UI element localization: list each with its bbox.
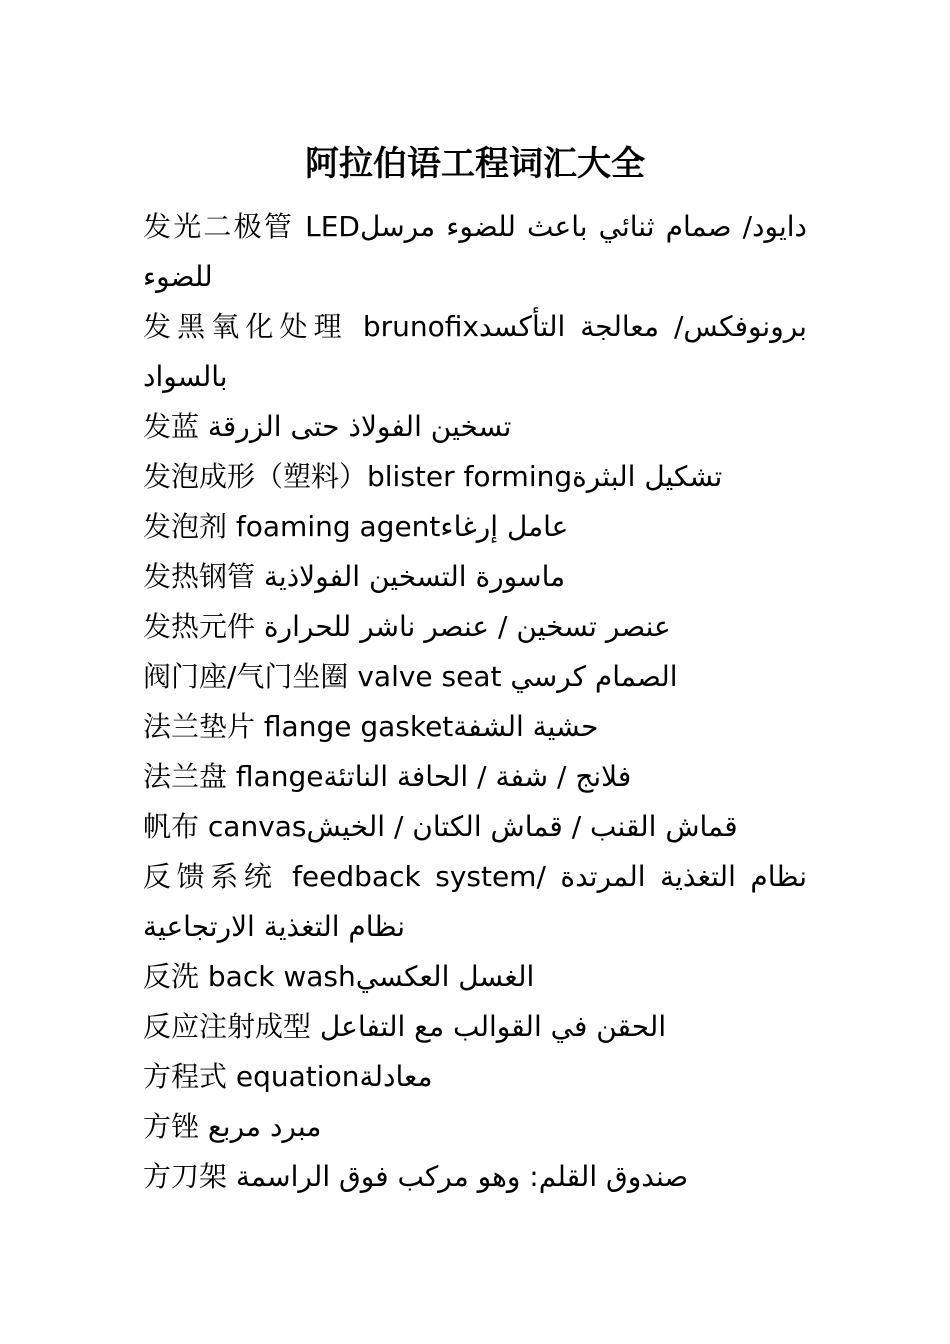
glossary-entry: 方锉 مبرد مربع: [143, 1110, 322, 1143]
glossary-entry: 反洗 back washالغسل العكسي: [143, 960, 535, 993]
glossary-entry: 发热钢管 ماسورة التسخين الفولاذية: [143, 560, 566, 593]
glossary-entry: 方刀架 صندوق القلم: وهو مركب فوق الراسمة: [143, 1160, 689, 1193]
document-title: 阿拉伯语工程词汇大全: [305, 144, 645, 184]
glossary-entry: 发黑氧化处理 brunofixبرونوفكس/ معالجة التأكسد بالسواد: [143, 310, 807, 393]
glossary-entry: 帆布 canvasقماش القنب / قماش الكتان / الخيش: [143, 810, 738, 843]
glossary-entry: 发泡成形（塑料）blister formingتشكيل البثرة: [143, 460, 723, 493]
glossary-entry: 反应注射成型 الحقن في القوالب مع التفاعل: [143, 1010, 667, 1043]
glossary-list: [143, 202, 807, 1202]
glossary-entry: 发光二极管 LEDدايود/ صمام ثنائي باعث للضوء مرسل للضوء: [143, 210, 807, 293]
glossary-entry: 方程式 equationمعادلة: [143, 1060, 433, 1093]
glossary-entry: 发泡剂 foaming agentعامل إرغاء: [143, 510, 569, 543]
glossary-entry: 阀门座/气门坐圈 valve seat الصمام كرسي: [143, 660, 678, 693]
glossary-entry: 法兰垫片 flange gasketحشية الشفة: [143, 710, 599, 743]
glossary-entry: 发热元件 عنصر تسخين / عنصر ناشر للحرارة: [143, 610, 671, 643]
glossary-entry: 法兰盘 flangeفلانج / شفة / الحافة الناتئة: [143, 760, 632, 793]
glossary-entry: 反馈系统 feedback systemنظام التغذية المرتدة / نظام التغذية الارتجاعية: [143, 860, 808, 943]
glossary-entry: 发蓝 تسخين الفولاذ حتى الزرقة: [143, 410, 512, 443]
